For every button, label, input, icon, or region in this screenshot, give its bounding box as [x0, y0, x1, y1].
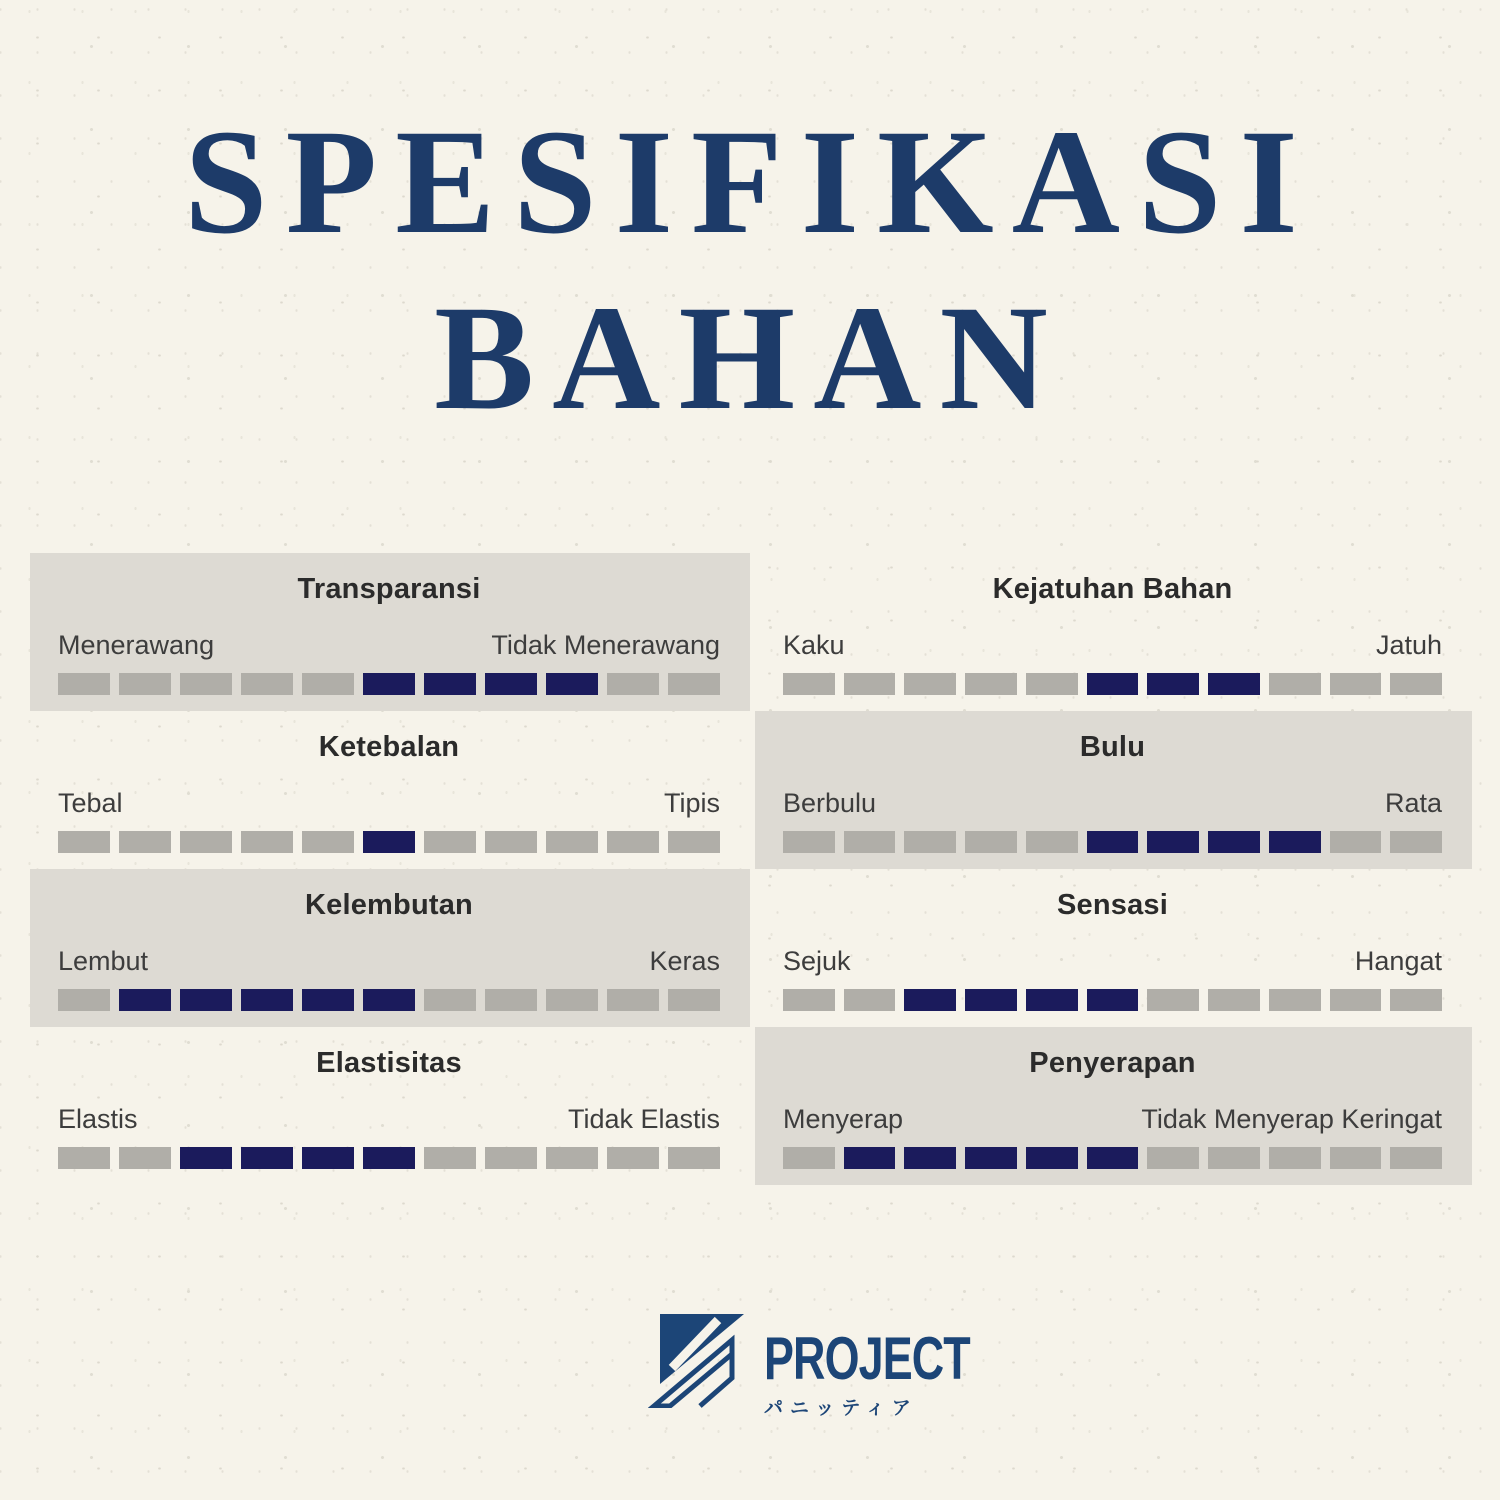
rating-segment: [844, 989, 896, 1011]
rating-segment: [180, 1147, 232, 1169]
rating-segment: [180, 831, 232, 853]
rating-segment: [546, 1147, 598, 1169]
rating-segment: [1390, 831, 1442, 853]
spec-right-label: Jatuh: [1375, 630, 1442, 660]
rating-segment: [904, 673, 956, 695]
spec-section-ketebalan: [30, 711, 750, 869]
spec-title: Bulu: [1079, 731, 1146, 763]
rating-segment: [1330, 831, 1382, 853]
rating-segment: [302, 1147, 354, 1169]
rating-segment: [302, 673, 354, 695]
rating-segment: [1269, 673, 1321, 695]
spec-right-label: Hangat: [1354, 946, 1442, 976]
rating-segment: [668, 1147, 720, 1169]
rating-segment: [1147, 1147, 1199, 1169]
rating-segment: [119, 989, 171, 1011]
spec-rating-bar: [58, 673, 720, 695]
spec-rating-bar: [58, 1147, 720, 1169]
rating-segment: [1208, 831, 1260, 853]
rating-segment: [904, 831, 956, 853]
spec-labels: [58, 1104, 720, 1135]
rating-segment: [783, 673, 835, 695]
rating-segment: [1269, 989, 1321, 1011]
rating-segment: [904, 1147, 956, 1169]
spec-labels: [783, 946, 1442, 977]
rating-segment: [1330, 989, 1382, 1011]
rating-segment: [58, 831, 110, 853]
brand-logo: [648, 1312, 998, 1420]
spec-title: Penyerapan: [1029, 1047, 1196, 1079]
rating-segment: [119, 1147, 171, 1169]
page-title: [0, 0, 1500, 446]
rating-segment: [546, 831, 598, 853]
page-title-line1: SPESIFIKASI: [184, 99, 1316, 265]
rating-segment: [180, 673, 232, 695]
rating-segment: [119, 831, 171, 853]
spec-right-label: Keras: [649, 946, 720, 976]
spec-labels: [58, 946, 720, 977]
rating-segment: [1390, 989, 1442, 1011]
spec-left-label: Kaku: [783, 630, 845, 660]
logo-wordmark: PROJECT: [764, 1324, 970, 1393]
rating-segment: [424, 989, 476, 1011]
rating-segment: [1147, 831, 1199, 853]
rating-segment: [363, 831, 415, 853]
rating-segment: [904, 989, 956, 1011]
rating-segment: [180, 989, 232, 1011]
rating-segment: [241, 1147, 293, 1169]
spec-section-bulu: [755, 711, 1472, 869]
rating-segment: [302, 989, 354, 1011]
rating-segment: [1269, 1147, 1321, 1169]
spec-labels: [783, 1104, 1442, 1135]
spec-labels: [58, 630, 720, 661]
spec-labels: [783, 630, 1442, 661]
rating-segment: [607, 673, 659, 695]
spec-right-label: Tidak Menyerap Keringat: [1141, 1104, 1442, 1134]
spec-right-label: Tipis: [663, 788, 720, 818]
spec-left-label: Menerawang: [58, 630, 215, 660]
z-logo-icon: [648, 1312, 752, 1408]
rating-segment: [241, 989, 293, 1011]
rating-segment: [1208, 673, 1260, 695]
rating-segment: [1026, 989, 1078, 1011]
spec-section-transparansi: [30, 553, 750, 711]
spec-left-label: Elastis: [58, 1104, 138, 1134]
spec-left-label: Lembut: [58, 946, 149, 976]
specs-grid: [30, 553, 1472, 1185]
spec-labels: [783, 788, 1442, 819]
spec-title: Sensasi: [1056, 889, 1169, 921]
rating-segment: [119, 673, 171, 695]
spec-right-label: Tidak Elastis: [567, 1104, 720, 1134]
rating-segment: [668, 989, 720, 1011]
rating-segment: [1208, 989, 1260, 1011]
rating-segment: [485, 1147, 537, 1169]
rating-segment: [1087, 831, 1139, 853]
spec-rating-bar: [58, 831, 720, 853]
rating-segment: [668, 831, 720, 853]
rating-segment: [965, 1147, 1017, 1169]
rating-segment: [241, 673, 293, 695]
rating-segment: [58, 989, 110, 1011]
rating-segment: [1147, 989, 1199, 1011]
page-title-line2: BAHAN: [434, 274, 1066, 441]
logo-text-block: [764, 1312, 998, 1420]
rating-segment: [424, 1147, 476, 1169]
rating-segment: [1087, 1147, 1139, 1169]
rating-segment: [1147, 673, 1199, 695]
rating-segment: [424, 673, 476, 695]
spec-section-kelembutan: [30, 869, 750, 1027]
rating-segment: [485, 673, 537, 695]
spec-rating-bar: [58, 989, 720, 1011]
rating-segment: [607, 831, 659, 853]
rating-segment: [1330, 1147, 1382, 1169]
spec-labels: [58, 788, 720, 819]
rating-segment: [1026, 1147, 1078, 1169]
logo-katakana: パニッティア: [764, 1396, 918, 1419]
spec-section-elastisitas: [30, 1027, 750, 1185]
rating-segment: [363, 989, 415, 1011]
rating-segment: [844, 673, 896, 695]
rating-segment: [965, 673, 1017, 695]
rating-segment: [783, 989, 835, 1011]
spec-rating-bar: [783, 1147, 1442, 1169]
rating-segment: [783, 1147, 835, 1169]
rating-segment: [1087, 673, 1139, 695]
spec-left-label: Sejuk: [783, 946, 851, 976]
rating-segment: [668, 673, 720, 695]
spec-title: Elastisitas: [316, 1047, 462, 1079]
rating-segment: [485, 831, 537, 853]
spec-rating-bar: [783, 673, 1442, 695]
spec-rating-bar: [783, 831, 1442, 853]
rating-segment: [302, 831, 354, 853]
rating-segment: [844, 831, 896, 853]
rating-segment: [363, 673, 415, 695]
rating-segment: [607, 989, 659, 1011]
rating-segment: [607, 1147, 659, 1169]
spec-section-sensasi: [755, 869, 1472, 1027]
spec-title: Transparansi: [297, 573, 481, 605]
spec-right-label: Rata: [1384, 788, 1442, 818]
rating-segment: [1390, 673, 1442, 695]
spec-section-kejatuhan-bahan: [755, 553, 1472, 711]
spec-title: Kejatuhan Bahan: [992, 573, 1233, 605]
spec-title: Kelembutan: [305, 889, 473, 921]
rating-segment: [1208, 1147, 1260, 1169]
rating-segment: [424, 831, 476, 853]
rating-segment: [241, 831, 293, 853]
rating-segment: [546, 989, 598, 1011]
spec-section-penyerapan: [755, 1027, 1472, 1185]
spec-left-label: Menyerap: [783, 1104, 904, 1134]
rating-segment: [1026, 831, 1078, 853]
rating-segment: [485, 989, 537, 1011]
rating-segment: [1269, 831, 1321, 853]
rating-segment: [363, 1147, 415, 1169]
rating-segment: [58, 1147, 110, 1169]
rating-segment: [1026, 673, 1078, 695]
rating-segment: [58, 673, 110, 695]
rating-segment: [1390, 1147, 1442, 1169]
rating-segment: [844, 1147, 896, 1169]
spec-rating-bar: [783, 989, 1442, 1011]
rating-segment: [546, 673, 598, 695]
spec-left-label: Tebal: [58, 788, 123, 818]
rating-segment: [965, 831, 1017, 853]
rating-segment: [783, 831, 835, 853]
spec-right-label: Tidak Menerawang: [491, 630, 720, 660]
rating-segment: [1087, 989, 1139, 1011]
spec-title: Ketebalan: [318, 731, 460, 763]
rating-segment: [1330, 673, 1382, 695]
rating-segment: [965, 989, 1017, 1011]
spec-left-label: Berbulu: [783, 788, 877, 818]
